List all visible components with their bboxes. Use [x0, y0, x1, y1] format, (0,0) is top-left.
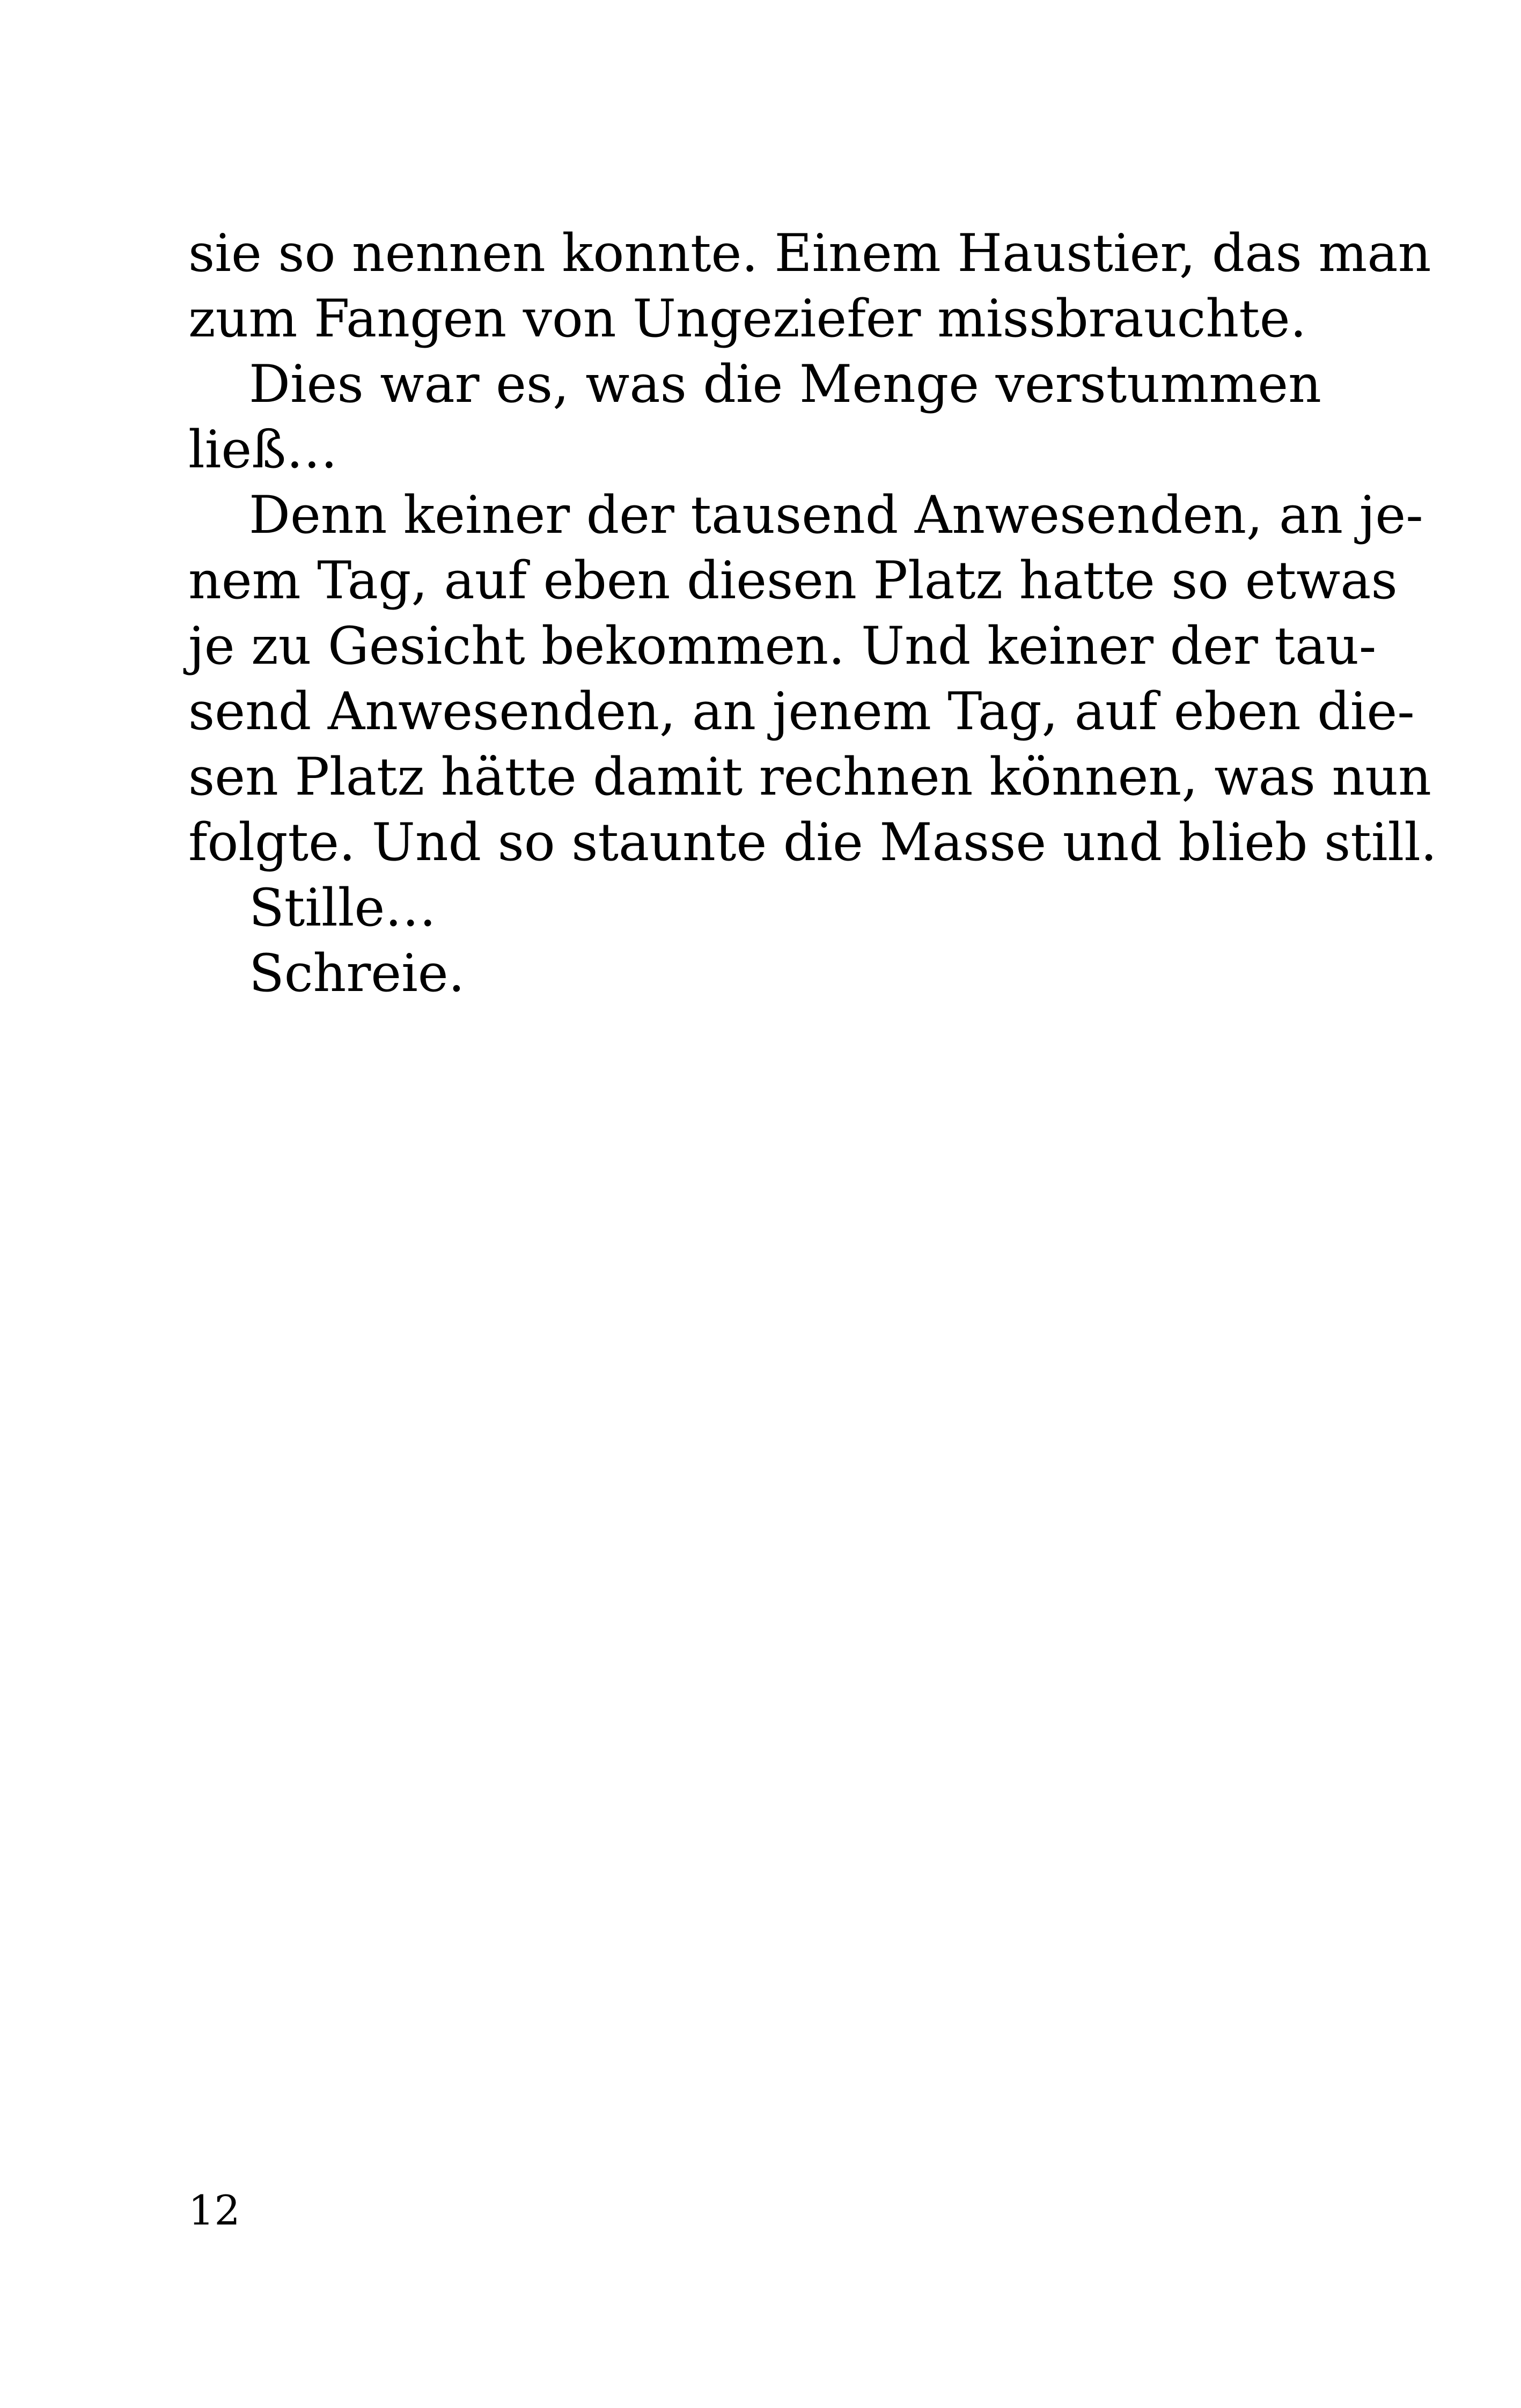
page-number: 12 — [188, 2186, 240, 2234]
text-line: Stille… — [249, 878, 437, 938]
text-line: je zu Gesicht bekommen. Und keiner der tau- — [188, 616, 1377, 676]
text-line: Denn keiner der tausend Anwesenden, an je- — [249, 485, 1423, 545]
text-line: folgte. Und so staunte die Masse und blieb still. — [188, 812, 1437, 872]
text-line: sie so nennen konnte. Einem Haustier, das man — [188, 223, 1431, 283]
text-line: zum Fangen von Ungeziefer missbrauchte. — [188, 289, 1307, 349]
text-line: sen Platz hätte damit rechnen können, was nun — [188, 747, 1431, 807]
text-line: Schreie. — [249, 943, 465, 1003]
text-line: nem Tag, auf eben diesen Platz hatte so etwas — [188, 550, 1398, 611]
text-line: Dies war es, was die Menge verstummen — [249, 354, 1321, 414]
text-line: ließ… — [188, 420, 338, 480]
text-line: send Anwesenden, an jenem Tag, auf eben die- — [188, 681, 1415, 742]
